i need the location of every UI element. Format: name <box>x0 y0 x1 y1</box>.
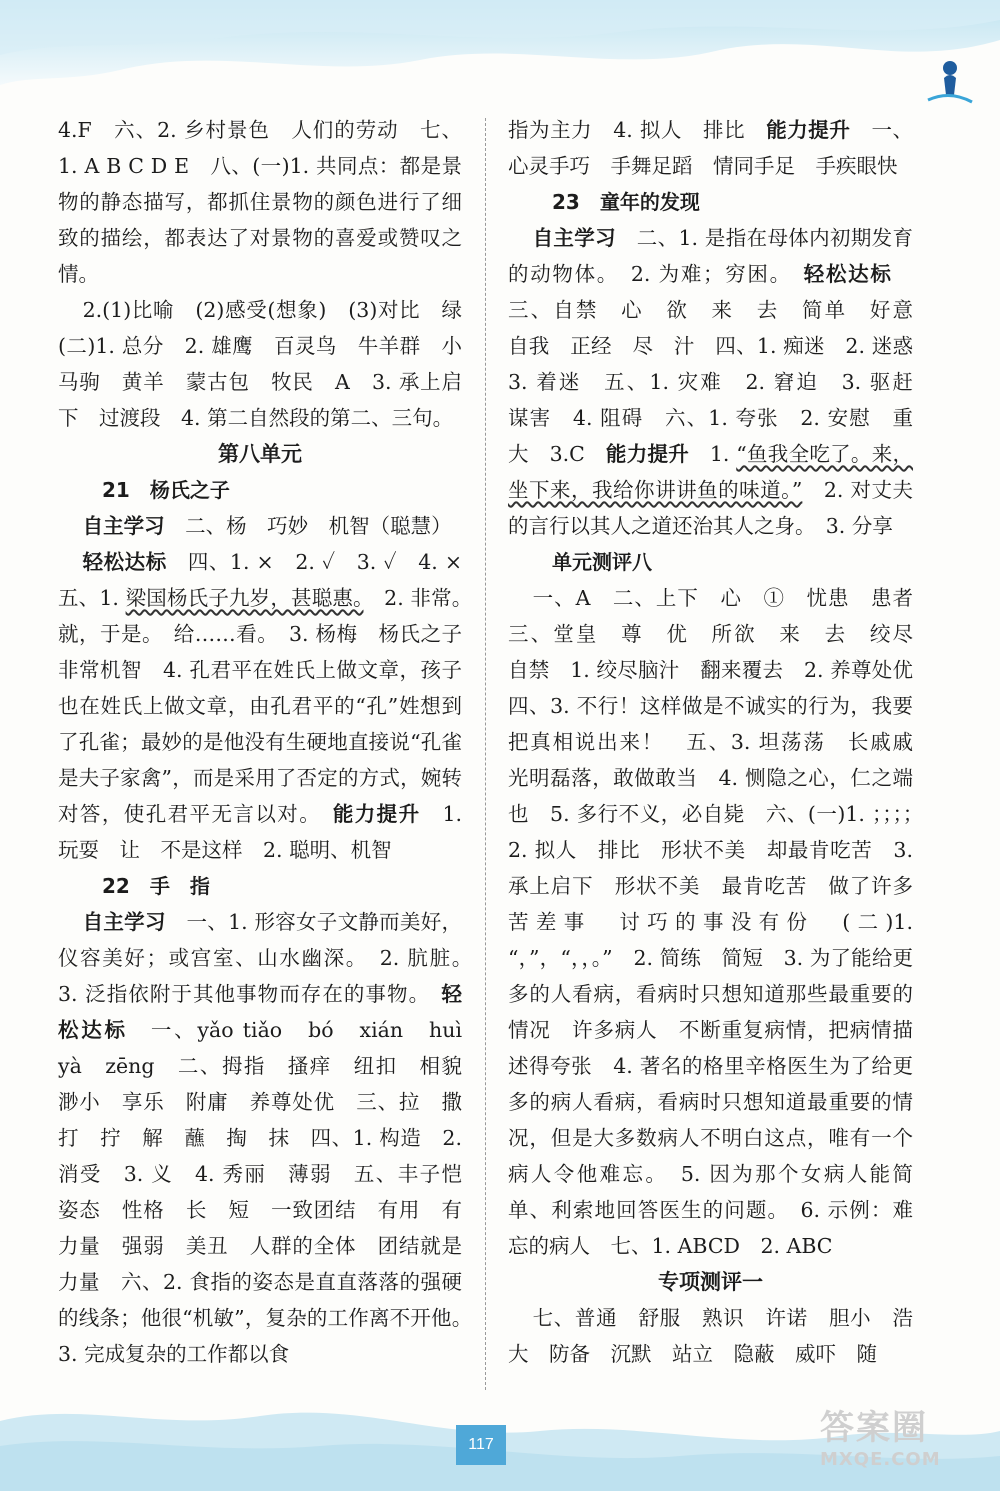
underlined-answer: “鱼我全吃了。来，坐下来，我给你讲讲鱼的味道。” <box>508 442 914 502</box>
answer-text: 1. <box>689 442 737 466</box>
answer-text: 二、1. 是指在母体内初期发育的动物体。 2. 为难；穷困。 <box>508 226 914 286</box>
answer-text: 一、心灵手巧 手舞足蹈 情同手足 手疾眼快 <box>508 118 914 178</box>
lesson-title: 23 童年的发现 <box>552 190 700 214</box>
answer-text: 2. 对丈夫的言行以其人之道还治其人之身。 3. 分享 <box>508 478 913 538</box>
answer-paragraph: 4.F 六、2. 乡村景色 人们的劳动 七、1. A B C D E 八、(一)1. 共同点：都是景物的静态描写，都抓住景物的颜色进行了细致的描绘，都表达了对景物的喜爱或赞叹之情。 <box>58 118 462 286</box>
answer-text: 1. 玩耍 让 不是这样 2. 聪明、机智 <box>58 802 463 862</box>
answer-text: 二、杨 巧妙 机智（聪慧） <box>164 514 452 538</box>
section-label: 轻松达标 <box>82 550 167 574</box>
mascot-logo-icon <box>920 50 980 110</box>
watermark <box>820 1400 990 1480</box>
answer-text: 四、1. × 2. ✓ 3. ✓ 4. × 五、1. <box>58 550 483 610</box>
answer-paragraph <box>58 544 483 868</box>
special-test-title: 专项测评一 <box>658 1270 763 1294</box>
lesson-title: 22 手 指 <box>102 874 210 898</box>
section-label: 能力提升 <box>605 442 690 466</box>
section-label: 自主学习 <box>82 514 165 538</box>
page-number: 117 <box>456 1425 506 1465</box>
answer-text: 三、自禁 心 欲 来 去 简单 好意 自我 正经 尽 汁 四、1. 痴迷 2. 迷惑 3. 着迷 五、1. 灾难 2. 窘迫 3. 驱赶 谋害 4. 阻碍 六、1. 夸张 2. 安慰 重大 3.C <box>508 262 934 466</box>
answer-paragraph <box>58 508 462 544</box>
underlined-answer: 梁国杨氏子九岁，甚聪惠。 <box>125 586 364 610</box>
answer-text: 一、1. 形容女子文静而美好，仪容美好；或宫室、山水幽深。 2. 肮脏。 3. 泛指依附于其他事物而存在的事物。 <box>58 910 483 1006</box>
answer-text: 指为主力 4. 拟人 排比 <box>508 118 767 142</box>
watermark-bottom-text: MXQE.COM <box>820 1449 941 1470</box>
section-label: 能力提升 <box>332 802 421 826</box>
answer-paragraph: 七、普通 舒服 熟识 许诺 胆小 浩大 防备 沉默 站立 隐蔽 威吓 随 <box>508 1306 913 1366</box>
answer-text: 一、yǎo tiǎo bó xián huì yà zēng 二、拇指 搔痒 纽扣 相貌 渺小 享乐 附庸 养尊处优 三、拉 撒 打 拧 解 蘸 掏 抹 四、1. 构造 2. 消受 3. 义 4. 秀丽 薄弱 五、丰子恺 姿态 性格 长 短 一致团结 有用 有力量 强弱 美丑 人群的全体 团结就是力量 六、2. 食指的姿态是直直落落的强硬的线条；他很“机敏”，复杂的工作离不开他。 3. 完成复杂的工作都以食 <box>58 1018 483 1366</box>
unit-heading: 第八单元 <box>218 442 302 466</box>
section-label: 轻松达标 <box>58 982 462 1042</box>
section-label: 自主学习 <box>82 910 166 934</box>
answer-paragraph <box>508 220 934 544</box>
lesson-title: 21 杨氏之子 <box>102 478 230 502</box>
answer-paragraph <box>508 112 913 184</box>
section-label: 自主学习 <box>532 226 616 250</box>
right-column <box>508 112 934 1372</box>
unit-test-title: 单元测评八 <box>552 550 652 574</box>
column-divider <box>485 118 486 1390</box>
section-label: 轻松达标 <box>803 262 893 286</box>
answer-text: 2. 非常。 就，于是。 给……看。 3. 杨梅 杨氏之子非常机智 4. 孔君平在姓氏上做文章，孩子也在姓氏上做文章，由孔君平的“孔”姓想到了孔雀；最妙的是他没有生硬地直接说“孔雀是夫子家禽”，而是采用了否定的方式，婉转对答，使孔君平无言以对。 <box>58 586 483 826</box>
left-column <box>58 112 483 1372</box>
watermark-top-text: 答案圈 <box>820 1408 928 1448</box>
answer-paragraph: 一、A 二、上下 心 ① 忧患 患者 三、堂皇 尊 优 所欲 来 去 绞尽 自禁 1. 绞尽脑汁 翻来覆去 2. 养尊处优 四、3. 不行！这样做是不诚实的行为，我要把真相说出来！ 五、3. 坦荡荡 长戚戚 光明磊落，敢做敢当 4. 恻隐之心，仁之端也 5. 多行不义，必自毙 六、(一)1. ；；；； 2. 拟人 排比 形状不美 却最肯吃苦 3. 承上启下 形状不美 最肯吃苦 做了许多苦差事 讨巧的事没有份 (二)1. “，”，“，，。” 2. 简练 简短 3. 为了能给更多的人看病，看病时只想知道那些最重要的情况 许多病人 不断重复病情，把病情描述得夸张 4. 著名的格里辛格医生为了给更多的病人看病，看病时只想知道最重要的情况，但是大多数病人不明白这点，唯有一个病人令他难忘。 5. 因为那个女病人能简单、利索地回答医生的问题。 6. 示例：难忘的病人 七、1. ABCD 2. ABC <box>508 586 934 1258</box>
answer-paragraph: 2.(1)比喻 (2)感受(想象) (3)对比 绿 (二)1. 总分 2. 雄鹰 百灵鸟 牛羊群 小马驹 黄羊 蒙古包 牧民 A 3. 承上启下 过渡段 4. 第二自然段的第二、三句。 <box>58 298 483 430</box>
answer-paragraph <box>58 904 483 1372</box>
section-label: 能力提升 <box>766 118 851 142</box>
